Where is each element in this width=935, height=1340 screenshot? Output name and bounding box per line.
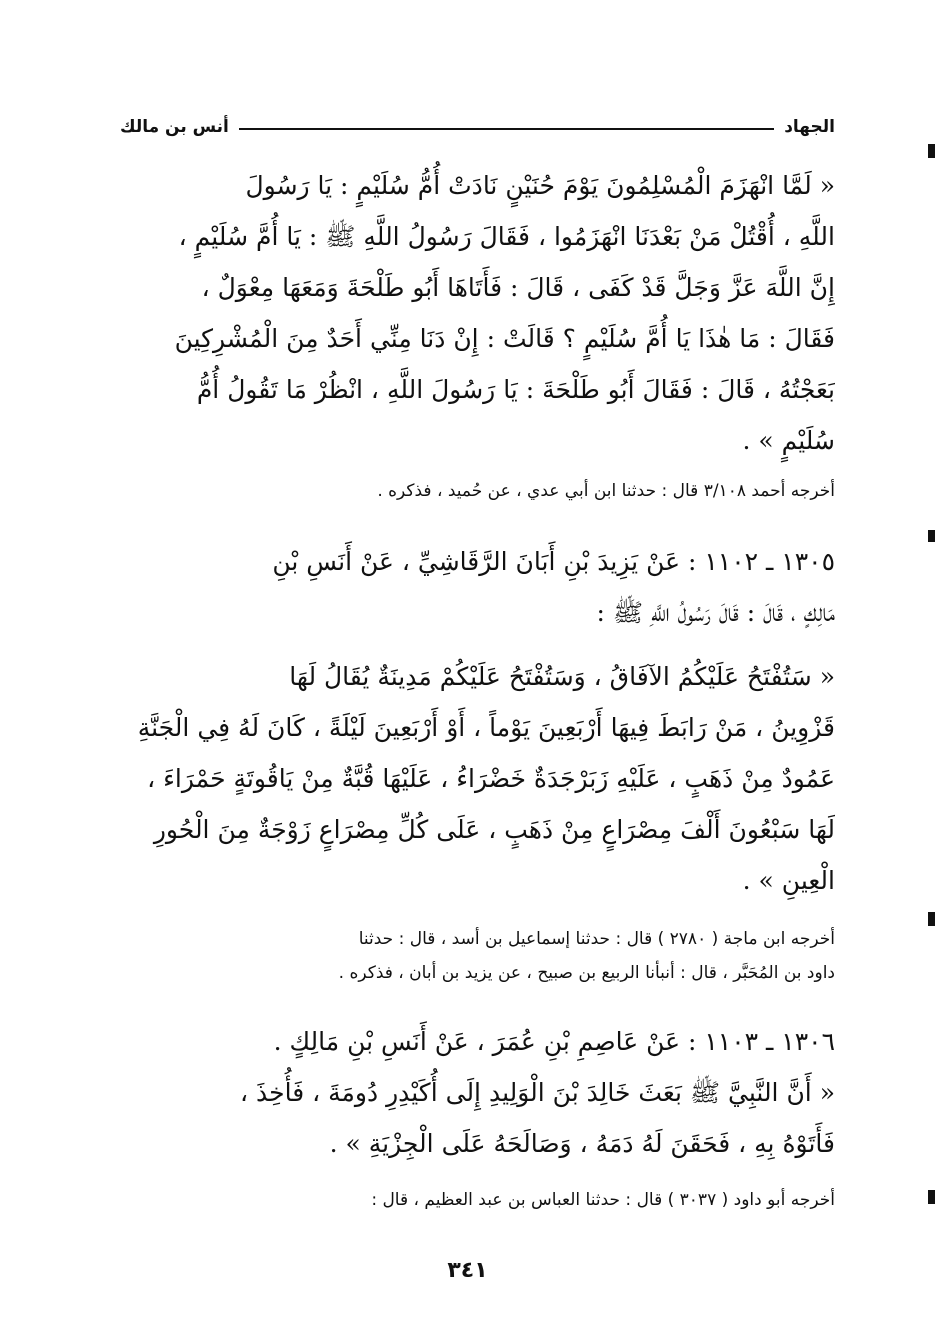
hadith-text-3 xyxy=(145,1067,835,1169)
hadith-text-1 xyxy=(137,160,835,466)
text-line: « أَنَّ النَّبِيَّ ﷺ بَعَثَ خَالِدَ بْنَ الْوَلِيدِ إِلَى أُكَيْدِرِ دُومَةَ ، فَأُخِذَ ، xyxy=(240,1078,835,1107)
hadith-text-2 xyxy=(137,651,835,906)
note-line: داود بن المُحَبَّر ، قال : أنبأنا الربيع بن صبيح ، عن يزيد بن أبان ، فذكره . xyxy=(338,963,835,983)
scan-edge-mark xyxy=(928,144,935,158)
text-line: فَأَتَوْهُ بِهِ ، فَحَقَنَ لَهُ دَمَهُ ، وَصَالَحَهُ عَلَى الْجِزْيَةِ » . xyxy=(329,1129,835,1158)
takhrij-note-3 xyxy=(175,1183,835,1217)
text-line: « لَمَّا انْهَزَمَ الْمُسْلِمُونَ يَوْمَ حُنَيْنٍ نَادَتْ أُمُّ سُلَيْمٍ : يَا رَسُولَ xyxy=(245,171,835,200)
narrator-title: أنس بن مالك xyxy=(120,117,229,137)
note-line: أخرجه أبو داود ( ٣٠٣٧ ) قال : حدثنا العباس بن عبد العظيم ، قال : xyxy=(371,1190,835,1210)
text-line: بَعَجْتُهُ ، قَالَ : فَقَالَ أَبُو طَلْحَةَ : يَا رَسُولَ اللَّهِ ، انْظُرْ مَا تَقُولُ أُمُّ xyxy=(196,375,835,404)
takhrij-note-2 xyxy=(155,922,835,990)
header-rule xyxy=(239,128,774,130)
scan-edge-mark xyxy=(928,530,935,542)
takhrij-note-1 xyxy=(180,474,835,508)
text-line: « سَتُفْتَحُ عَلَيْكُمُ الآفَاقُ ، وَسَتُفْتَحُ عَلَيْكُمْ مَدِينَةٌ يُقَالُ لَهَا xyxy=(289,662,835,691)
isnad-chain-2 xyxy=(137,536,835,638)
text-line: فَقَالَ : مَا هٰذَا يَا أُمَّ سُلَيْمٍ ؟ قَالَتْ : إِنْ دَنَا مِنِّي أَحَدٌ مِنَ الْمُشْرِكِينَ xyxy=(174,324,835,353)
text-line: الْعِينِ » . xyxy=(742,866,835,895)
isnad-chain-3 xyxy=(145,1016,835,1067)
page-number: ٣٤١ xyxy=(447,1258,488,1283)
text-line: مَالِكٍ ، قَالَ : قَالَ رَسُولُ اللَّهِ ﷺ : xyxy=(596,598,835,627)
text-line: قَزْوِينُ ، مَنْ رَابَطَ فِيهَا أَرْبَعِينَ يَوْماً ، أَوْ أَرْبَعِينَ لَيْلَةً ، كَانَ لَهُ فِي الْجَنَّةِ xyxy=(137,713,835,742)
scan-edge-mark xyxy=(928,1190,935,1204)
running-header xyxy=(120,112,835,142)
text-line: لَهَا سَبْعُونَ أَلْفَ مِصْرَاعٍ مِنْ ذَهَبٍ ، عَلَى كُلِّ مِصْرَاعٍ زَوْجَةٌ مِنَ الْحُورِ xyxy=(153,815,835,844)
note-line: أخرجه ابن ماجة ( ٢٧٨٠ ) قال : حدثنا إسماعيل بن أسد ، قال : حدثنا xyxy=(358,929,835,949)
scan-edge-mark xyxy=(928,912,935,926)
note-line: أخرجه أحمد ٣/١٠٨ قال : حدثنا ابن أبي عدي ، عن حُميد ، فذكره . xyxy=(377,481,835,501)
text-line: ١٣٠٥ ـ ١١٠٢ : عَنْ يَزِيدَ بْنِ أَبَانَ الرَّقَاشِيِّ ، عَنْ أَنَسِ بْنِ xyxy=(272,547,835,576)
text-line: اللَّهِ ، أُقْتُلْ مَنْ بَعْدَنَا انْهَزَمُوا ، فَقَالَ رَسُولُ اللَّهِ ﷺ : يَا أُمَّ سُلَيْمٍ ، xyxy=(178,222,835,251)
chapter-title: الجهاد xyxy=(784,117,835,137)
text-line: إِنَّ اللَّهَ عَزَّ وَجَلَّ قَدْ كَفَى ، قَالَ : فَأَتَاهَا أَبُو طَلْحَةَ وَمَعَهَا مِعْوَلٌ ، xyxy=(201,273,835,302)
text-line: عَمُودٌ مِنْ ذَهَبٍ ، عَلَيْهِ زَبَرْجَدَةٌ خَضْرَاءُ ، عَلَيْهَا قُبَّةٌ مِنْ يَاقُوتَةٍ حَمْرَاءَ ، xyxy=(147,764,835,793)
text-line: ١٣٠٦ ـ ١١٠٣ : عَنْ عَاصِمِ بْنِ عُمَرَ ، عَنْ أَنَسِ بْنِ مَالِكٍ . xyxy=(273,1027,835,1056)
text-line: سُلَيْمٍ » . xyxy=(742,426,835,455)
